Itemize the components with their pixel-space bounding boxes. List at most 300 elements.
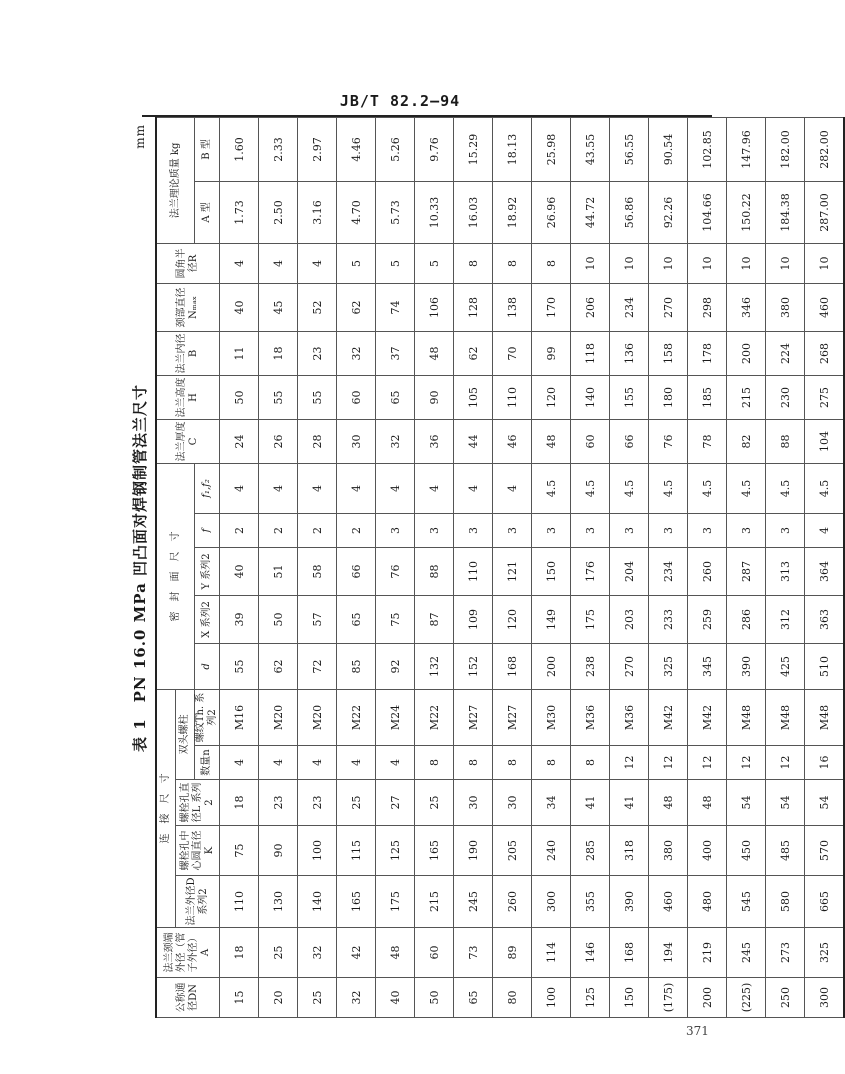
cell-f12: 4 — [376, 463, 415, 513]
cell-ma: 26.96 — [532, 181, 571, 243]
cell-n: 12 — [649, 746, 688, 780]
cell-f: 4 — [805, 513, 845, 547]
cell-r: 5 — [415, 243, 454, 283]
cell-x: 203 — [610, 595, 649, 643]
table-row — [532, 117, 571, 1017]
table-row — [610, 117, 649, 1017]
cell-f12: 4 — [337, 463, 376, 513]
col-header-h: 法兰高度H — [156, 375, 220, 419]
table-row — [415, 117, 454, 1017]
cell-b: 158 — [649, 331, 688, 375]
cell-n: 74 — [376, 283, 415, 331]
cell-y: 51 — [259, 547, 298, 595]
cell-k: 100 — [298, 826, 337, 876]
cell-n: 128 — [454, 283, 493, 331]
cell-c: 26 — [259, 419, 298, 463]
cell-c: 76 — [649, 419, 688, 463]
cell-th: M27 — [493, 689, 532, 745]
cell-y: 58 — [298, 547, 337, 595]
cell-mb: 9.76 — [415, 117, 454, 181]
cell-f12: 4.5 — [532, 463, 571, 513]
cell-dn: 300 — [805, 978, 845, 1018]
cell-k: 190 — [454, 826, 493, 876]
cell-x: 109 — [454, 595, 493, 643]
cell-l: 25 — [337, 780, 376, 826]
table-row — [376, 117, 415, 1017]
cell-k: 570 — [805, 826, 845, 876]
cell-f12: 4.5 — [610, 463, 649, 513]
cell-a: 325 — [805, 928, 845, 978]
cell-f12: 4.5 — [571, 463, 610, 513]
cell-ma: 287.00 — [805, 181, 845, 243]
cell-y: 66 — [337, 547, 376, 595]
cell-dn: 80 — [493, 978, 532, 1018]
page-number: 371 — [686, 1024, 709, 1038]
cell-x: 286 — [727, 595, 766, 643]
cell-d: 480 — [688, 876, 727, 928]
cell-x: 87 — [415, 595, 454, 643]
table-row — [805, 117, 845, 1017]
cell-d: 390 — [610, 876, 649, 928]
cell-b: 32 — [337, 331, 376, 375]
cell-dn: 125 — [571, 978, 610, 1018]
col-header-d-outer: 法兰外径D 系列2 — [176, 876, 220, 928]
cell-mb: 25.98 — [532, 117, 571, 181]
cell-h: 65 — [376, 375, 415, 419]
cell-f: 2 — [298, 513, 337, 547]
cell-a: 25 — [259, 928, 298, 978]
cell-c: 78 — [688, 419, 727, 463]
cell-a: 245 — [727, 928, 766, 978]
cell-r: 10 — [688, 243, 727, 283]
cell-d: 238 — [571, 643, 610, 689]
col-header-d-small: d — [195, 643, 220, 689]
cell-r: 4 — [220, 243, 259, 283]
cell-mb: 147.96 — [727, 117, 766, 181]
cell-d: 55 — [220, 643, 259, 689]
cell-mb: 1.60 — [220, 117, 259, 181]
cell-th: M30 — [532, 689, 571, 745]
cell-dn: 25 — [298, 978, 337, 1018]
cell-b: 200 — [727, 331, 766, 375]
cell-r: 10 — [766, 243, 805, 283]
table-row — [571, 117, 610, 1017]
table-row — [727, 117, 766, 1017]
cell-x: 120 — [493, 595, 532, 643]
cell-r: 10 — [610, 243, 649, 283]
cell-f12: 4 — [454, 463, 493, 513]
cell-k: 485 — [766, 826, 805, 876]
cell-c: 82 — [727, 419, 766, 463]
cell-r: 8 — [493, 243, 532, 283]
cell-th: M24 — [376, 689, 415, 745]
cell-k: 450 — [727, 826, 766, 876]
cell-k: 205 — [493, 826, 532, 876]
col-header-l: 螺栓孔直径L 系列2 — [176, 780, 220, 826]
cell-y: 260 — [688, 547, 727, 595]
cell-n: 8 — [454, 746, 493, 780]
cell-n: 52 — [298, 283, 337, 331]
col-header-x: X 系列2 — [195, 595, 220, 643]
cell-d: 92 — [376, 643, 415, 689]
cell-d: 460 — [649, 876, 688, 928]
cell-a: 146 — [571, 928, 610, 978]
cell-ma: 16.03 — [454, 181, 493, 243]
col-header-k: 螺栓孔中心圆直径K — [176, 826, 220, 876]
cell-l: 23 — [298, 780, 337, 826]
cell-b: 268 — [805, 331, 845, 375]
cell-d: 152 — [454, 643, 493, 689]
cell-n: 298 — [688, 283, 727, 331]
col-header-mass-a: A 型 — [195, 181, 220, 243]
cell-y: 88 — [415, 547, 454, 595]
cell-a: 60 — [415, 928, 454, 978]
cell-c: 48 — [532, 419, 571, 463]
col-header-f12: f₁,f₂ — [195, 463, 220, 513]
cell-a: 42 — [337, 928, 376, 978]
cell-r: 10 — [649, 243, 688, 283]
cell-n: 4 — [259, 746, 298, 780]
cell-d: 175 — [376, 876, 415, 928]
cell-ma: 104.66 — [688, 181, 727, 243]
col-header-thread: 螺纹Th. 系列2 — [195, 689, 220, 745]
cell-a: 89 — [493, 928, 532, 978]
col-header-y: Y 系列2 — [195, 547, 220, 595]
col-header-n-max: 颈部直径Nₘₐₓ — [156, 283, 220, 331]
cell-ma: 2.50 — [259, 181, 298, 243]
cell-x: 259 — [688, 595, 727, 643]
cell-x: 75 — [376, 595, 415, 643]
cell-mb: 90.54 — [649, 117, 688, 181]
col-header-c: 法兰厚度C — [156, 419, 220, 463]
cell-d: 165 — [337, 876, 376, 928]
cell-k: 400 — [688, 826, 727, 876]
cell-th: M42 — [688, 689, 727, 745]
cell-n: 4 — [298, 746, 337, 780]
cell-h: 215 — [727, 375, 766, 419]
col-header-r: 圆角半径R — [156, 243, 220, 283]
cell-l: 41 — [610, 780, 649, 826]
table-title: 表 1 PN 16.0 MPa 凹凸面对焊钢制管法兰尺寸 — [131, 383, 149, 753]
cell-f: 3 — [727, 513, 766, 547]
table-row — [688, 117, 727, 1017]
cell-l: 54 — [766, 780, 805, 826]
cell-r: 5 — [337, 243, 376, 283]
cell-f12: 4 — [259, 463, 298, 513]
cell-b: 23 — [298, 331, 337, 375]
cell-h: 90 — [415, 375, 454, 419]
cell-y: 76 — [376, 547, 415, 595]
cell-h: 105 — [454, 375, 493, 419]
cell-ma: 3.16 — [298, 181, 337, 243]
col-header-dn: 公称通径DN — [156, 978, 220, 1018]
cell-dn: 15 — [220, 978, 259, 1018]
cell-r: 10 — [805, 243, 845, 283]
cell-l: 25 — [415, 780, 454, 826]
cell-r: 8 — [532, 243, 571, 283]
cell-ma: 1.73 — [220, 181, 259, 243]
cell-k: 115 — [337, 826, 376, 876]
cell-r: 5 — [376, 243, 415, 283]
cell-f: 3 — [493, 513, 532, 547]
col-header-mass-b: B 型 — [195, 117, 220, 181]
col-header-b: 法兰内径B — [156, 331, 220, 375]
cell-b: 99 — [532, 331, 571, 375]
cell-c: 44 — [454, 419, 493, 463]
cell-d: 345 — [688, 643, 727, 689]
cell-a: 273 — [766, 928, 805, 978]
cell-h: 140 — [571, 375, 610, 419]
cell-h: 50 — [220, 375, 259, 419]
rotated-table-area — [125, 118, 831, 1018]
cell-d: 390 — [727, 643, 766, 689]
cell-a: 114 — [532, 928, 571, 978]
cell-d: 270 — [610, 643, 649, 689]
table-row — [298, 117, 337, 1017]
col-header-f: f — [195, 513, 220, 547]
cell-n: 62 — [337, 283, 376, 331]
cell-dn: 65 — [454, 978, 493, 1018]
cell-dn: 250 — [766, 978, 805, 1018]
cell-d: 168 — [493, 643, 532, 689]
cell-f: 3 — [610, 513, 649, 547]
cell-c: 28 — [298, 419, 337, 463]
cell-mb: 102.85 — [688, 117, 727, 181]
cell-mb: 2.97 — [298, 117, 337, 181]
cell-x: 175 — [571, 595, 610, 643]
cell-b: 11 — [220, 331, 259, 375]
cell-n: 40 — [220, 283, 259, 331]
cell-d: 200 — [532, 643, 571, 689]
cell-l: 34 — [532, 780, 571, 826]
table-row — [337, 117, 376, 1017]
cell-d: 325 — [649, 643, 688, 689]
cell-f12: 4.5 — [688, 463, 727, 513]
col-group-stud: 双头螺柱 — [176, 689, 195, 779]
cell-dn: 20 — [259, 978, 298, 1018]
cell-k: 165 — [415, 826, 454, 876]
cell-mb: 56.55 — [610, 117, 649, 181]
cell-f: 3 — [532, 513, 571, 547]
cell-dn: 40 — [376, 978, 415, 1018]
cell-th: M48 — [805, 689, 845, 745]
cell-r: 8 — [454, 243, 493, 283]
cell-c: 32 — [376, 419, 415, 463]
table-row — [454, 117, 493, 1017]
cell-d: 132 — [415, 643, 454, 689]
cell-n: 206 — [571, 283, 610, 331]
cell-c: 66 — [610, 419, 649, 463]
flange-dimension-table — [155, 117, 845, 1018]
cell-n: 8 — [532, 746, 571, 780]
cell-k: 240 — [532, 826, 571, 876]
cell-d: 85 — [337, 643, 376, 689]
cell-mb: 282.00 — [805, 117, 845, 181]
cell-y: 204 — [610, 547, 649, 595]
unit-label: mm — [133, 124, 147, 149]
cell-b: 178 — [688, 331, 727, 375]
cell-mb: 4.46 — [337, 117, 376, 181]
table-row — [766, 117, 805, 1017]
cell-th: M22 — [337, 689, 376, 745]
cell-ma: 150.22 — [727, 181, 766, 243]
cell-b: 136 — [610, 331, 649, 375]
col-header-n: 数量n — [195, 746, 220, 780]
cell-f: 3 — [571, 513, 610, 547]
cell-n: 4 — [220, 746, 259, 780]
cell-l: 54 — [727, 780, 766, 826]
cell-th: M36 — [571, 689, 610, 745]
cell-l: 23 — [259, 780, 298, 826]
cell-f: 3 — [649, 513, 688, 547]
cell-d: 215 — [415, 876, 454, 928]
table-caption — [125, 118, 155, 1018]
cell-mb: 18.13 — [493, 117, 532, 181]
cell-mb: 2.33 — [259, 117, 298, 181]
cell-f12: 4.5 — [649, 463, 688, 513]
cell-dn: 150 — [610, 978, 649, 1018]
cell-r: 4 — [259, 243, 298, 283]
cell-mb: 15.29 — [454, 117, 493, 181]
cell-k: 285 — [571, 826, 610, 876]
cell-th: M20 — [259, 689, 298, 745]
cell-d: 140 — [298, 876, 337, 928]
cell-dn: 32 — [337, 978, 376, 1018]
cell-n: 12 — [610, 746, 649, 780]
cell-th: M36 — [610, 689, 649, 745]
cell-l: 48 — [649, 780, 688, 826]
cell-c: 30 — [337, 419, 376, 463]
cell-n: 8 — [493, 746, 532, 780]
cell-c: 46 — [493, 419, 532, 463]
cell-h: 185 — [688, 375, 727, 419]
cell-d: 425 — [766, 643, 805, 689]
cell-x: 50 — [259, 595, 298, 643]
cell-h: 120 — [532, 375, 571, 419]
cell-th: M16 — [220, 689, 259, 745]
cell-n: 12 — [688, 746, 727, 780]
cell-h: 275 — [805, 375, 845, 419]
cell-b: 18 — [259, 331, 298, 375]
cell-ma: 184.38 — [766, 181, 805, 243]
cell-r: 10 — [571, 243, 610, 283]
cell-b: 48 — [415, 331, 454, 375]
cell-f: 3 — [415, 513, 454, 547]
cell-l: 54 — [805, 780, 845, 826]
cell-a: 73 — [454, 928, 493, 978]
cell-k: 75 — [220, 826, 259, 876]
cell-y: 287 — [727, 547, 766, 595]
cell-l: 48 — [688, 780, 727, 826]
cell-b: 224 — [766, 331, 805, 375]
cell-x: 363 — [805, 595, 845, 643]
cell-d: 245 — [454, 876, 493, 928]
cell-d: 130 — [259, 876, 298, 928]
cell-f12: 4 — [415, 463, 454, 513]
cell-a: 194 — [649, 928, 688, 978]
cell-mb: 43.55 — [571, 117, 610, 181]
col-group-mass: 法兰理论质量 kg — [156, 117, 195, 243]
cell-a: 168 — [610, 928, 649, 978]
cell-d: 545 — [727, 876, 766, 928]
cell-ma: 10.33 — [415, 181, 454, 243]
cell-k: 90 — [259, 826, 298, 876]
cell-b: 70 — [493, 331, 532, 375]
cell-n: 8 — [415, 746, 454, 780]
cell-n: 138 — [493, 283, 532, 331]
cell-f12: 4 — [493, 463, 532, 513]
cell-n: 346 — [727, 283, 766, 331]
cell-dn: (175) — [649, 978, 688, 1018]
cell-ma: 5.73 — [376, 181, 415, 243]
cell-y: 234 — [649, 547, 688, 595]
cell-y: 313 — [766, 547, 805, 595]
cell-y: 110 — [454, 547, 493, 595]
cell-l: 30 — [454, 780, 493, 826]
cell-k: 318 — [610, 826, 649, 876]
cell-ma: 92.26 — [649, 181, 688, 243]
cell-n: 170 — [532, 283, 571, 331]
cell-f: 3 — [376, 513, 415, 547]
cell-f12: 4.5 — [805, 463, 845, 513]
table-row — [259, 117, 298, 1017]
cell-x: 312 — [766, 595, 805, 643]
cell-b: 118 — [571, 331, 610, 375]
cell-f: 3 — [766, 513, 805, 547]
cell-x: 57 — [298, 595, 337, 643]
cell-ma: 4.70 — [337, 181, 376, 243]
cell-d: 72 — [298, 643, 337, 689]
cell-n: 16 — [805, 746, 845, 780]
cell-d: 110 — [220, 876, 259, 928]
cell-c: 36 — [415, 419, 454, 463]
cell-r: 10 — [727, 243, 766, 283]
cell-h: 230 — [766, 375, 805, 419]
cell-l: 18 — [220, 780, 259, 826]
cell-l: 30 — [493, 780, 532, 826]
cell-b: 62 — [454, 331, 493, 375]
cell-n: 460 — [805, 283, 845, 331]
cell-b: 37 — [376, 331, 415, 375]
cell-d: 355 — [571, 876, 610, 928]
cell-n: 234 — [610, 283, 649, 331]
cell-d: 665 — [805, 876, 845, 928]
cell-a: 219 — [688, 928, 727, 978]
cell-n: 12 — [766, 746, 805, 780]
table-row — [649, 117, 688, 1017]
cell-y: 364 — [805, 547, 845, 595]
cell-x: 149 — [532, 595, 571, 643]
cell-y: 150 — [532, 547, 571, 595]
table-body — [220, 117, 845, 1017]
col-group-seal: 密 封 面 尺 寸 — [156, 463, 195, 689]
cell-th: M42 — [649, 689, 688, 745]
cell-n: 4 — [337, 746, 376, 780]
cell-h: 60 — [337, 375, 376, 419]
cell-dn: 50 — [415, 978, 454, 1018]
cell-mb: 182.00 — [766, 117, 805, 181]
cell-x: 39 — [220, 595, 259, 643]
cell-c: 88 — [766, 419, 805, 463]
cell-d: 580 — [766, 876, 805, 928]
cell-c: 104 — [805, 419, 845, 463]
table-row — [493, 117, 532, 1017]
cell-n: 106 — [415, 283, 454, 331]
cell-c: 60 — [571, 419, 610, 463]
cell-th: M27 — [454, 689, 493, 745]
cell-k: 380 — [649, 826, 688, 876]
cell-h: 55 — [259, 375, 298, 419]
